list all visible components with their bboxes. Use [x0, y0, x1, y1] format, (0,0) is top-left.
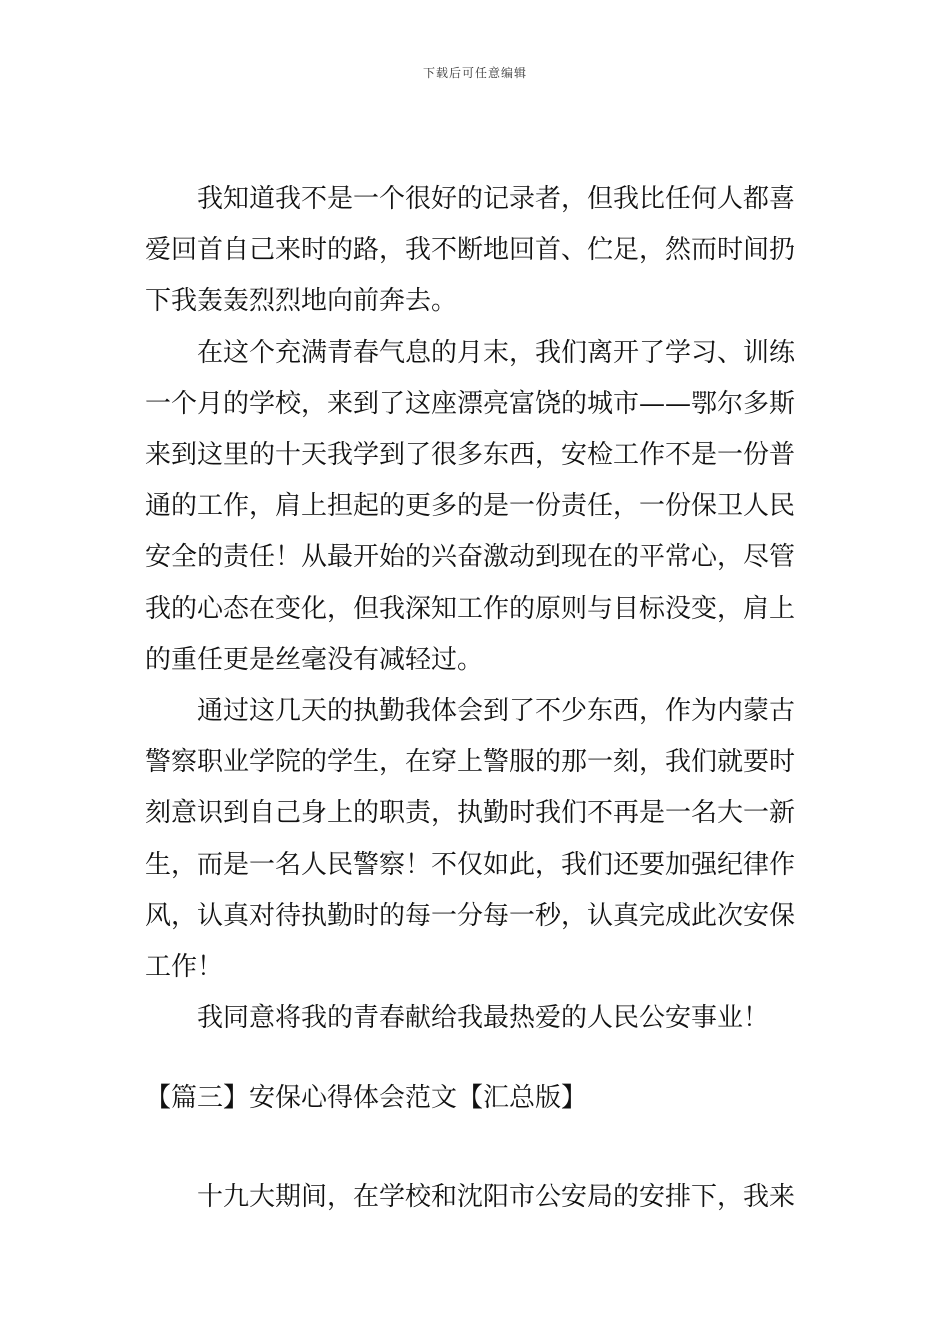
header-note: 下载后可任意编辑 [422, 66, 527, 80]
text-line: 生，而是一名人民警察！不仅如此，我们还要加强纪律作 [145, 849, 796, 880]
text-line: 一个月的学校，来到了这座漂亮富饶的城市——鄂尔多斯 [145, 388, 796, 419]
text-line: 通过这几天的执勤我体会到了不少东西，作为内蒙古 [197, 696, 796, 727]
paragraph-1 [145, 174, 808, 328]
text-line: 刻意识到自己身上的职责，执勤时我们不再是一名大一新 [145, 798, 796, 829]
text-line: 来到这里的十天我学到了很多东西，安检工作不是一份普 [145, 440, 796, 471]
text-line: 在这个充满青春气息的月末，我们离开了学习、训练 [197, 337, 796, 368]
paragraph-4 [145, 993, 808, 1044]
text-line: 风，认真对待执勤时的每一分每一秒，认真完成此次安保 [145, 900, 796, 931]
text-line: 安全的责任！从最开始的兴奋激动到现在的平常心，尽管 [145, 542, 796, 573]
paragraph-2 [145, 328, 808, 686]
text-line: 十九大期间，在学校和沈阳市公安局的安排下，我来 [197, 1182, 796, 1212]
text-line: 通的工作，肩上担起的更多的是一份责任，一份保卫人民 [145, 491, 796, 522]
text-line: 我同意将我的青春献给我最热爱的人民公安事业！ [197, 1003, 770, 1034]
final-paragraph [145, 1172, 808, 1223]
paragraph-3 [145, 686, 808, 993]
text-line: 的重任更是丝毫没有减轻过。 [145, 644, 484, 675]
section-heading: 【篇三】安保心得体会范文【汇总版】 [145, 1083, 588, 1113]
text-line: 下我轰轰烈烈地向前奔去。 [145, 286, 458, 317]
text-line: 警察职业学院的学生，在穿上警服的那一刻，我们就要时 [145, 747, 796, 778]
main-text-block [145, 174, 808, 1044]
text-line: 我的心态在变化，但我深知工作的原则与目标没变，肩上 [145, 593, 796, 624]
text-line: 工作！ [145, 952, 224, 983]
text-line: 我知道我不是一个很好的记录者，但我比任何人都喜 [197, 184, 796, 214]
text-line: 爱回首自己来时的路，我不断地回首、伫足，然而时间扔 [145, 235, 796, 266]
